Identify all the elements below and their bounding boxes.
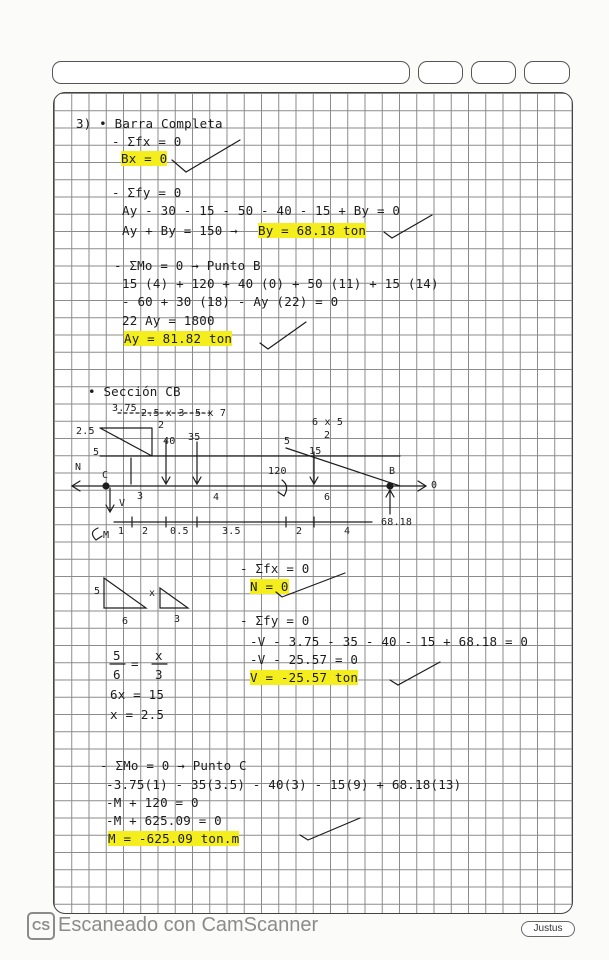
part1-mo-line3: 22 Ay = 1800 (122, 313, 215, 328)
load-triangle-label: 2.5 x 3 (141, 408, 185, 419)
load-5x7-label: 5 x 7 (195, 408, 227, 419)
part1-by-result: By = 68.18 ton (258, 223, 367, 238)
load-375-label: 3.75 (112, 403, 137, 414)
part2-fy-equation2: -V - 25.57 = 0 (250, 652, 359, 667)
point-c-label: C (102, 470, 109, 481)
part1-ay-result: Ay = 81.82 ton (124, 331, 233, 346)
load-arrow-35 (193, 442, 201, 484)
moment-m-label: M (103, 530, 110, 541)
camscanner-logo-icon: CS (27, 912, 55, 940)
frac-3: 3 (155, 667, 163, 682)
reaction-arrow (386, 490, 394, 514)
similar-triangle-large (104, 578, 146, 608)
segment-6-label: 6 (324, 492, 331, 503)
frac-5: 5 (113, 648, 121, 663)
section-title: • Sección CB (88, 384, 181, 399)
check-mark-icon (276, 573, 345, 597)
eq-x: x = 2.5 (110, 707, 165, 722)
camscanner-watermark: Escaneado con CamScanner (58, 914, 319, 936)
load-outline (100, 428, 400, 456)
check-mark-icon (384, 215, 432, 238)
eq-6x: 6x = 15 (110, 687, 165, 702)
part2-sum-fx: - Σfx = 0 (240, 561, 310, 576)
dim-2: 2 (142, 526, 149, 537)
segment-3-label: 3 (137, 491, 144, 502)
frac-6: 6 (113, 667, 121, 682)
frac-equals: = (131, 656, 139, 671)
part3-sum-mo: - ΣMo = 0 → Punto C (100, 758, 247, 773)
shear-v-label: V (119, 498, 126, 509)
dim-3-5: 3.5 (222, 526, 241, 537)
shear-arrow (106, 488, 114, 512)
part1-fy-equation: Ay - 30 - 15 - 50 - 40 - 15 + By = 0 (122, 203, 401, 218)
part1-heading: 3) • Barra Completa (76, 116, 223, 131)
part1-bx-result: Bx = 0 (121, 151, 168, 166)
sim-tri-3: 3 (174, 614, 181, 625)
reaction-label: 68.18 (381, 517, 413, 528)
load-triangle-denominator: 2 (158, 420, 165, 431)
dim-0-5: 0.5 (170, 526, 189, 537)
part1-sum-mo: - ΣMo = 0 → Punto B (114, 258, 261, 273)
dim-2b: 2 (296, 526, 303, 537)
point-0-label: 0 (431, 480, 438, 491)
moment-120-label: 120 (268, 466, 287, 477)
moment-arc-icon (278, 480, 287, 496)
part2-v-result: V = -25.57 ton (250, 670, 359, 685)
part1-fy-sum: Ay + By = 150 → (122, 223, 238, 238)
node-c (103, 483, 109, 489)
check-mark-icon (172, 140, 240, 172)
left-height-label: 2.5 (76, 426, 95, 437)
part3-m-result: M = -625.09 ton.m (108, 831, 240, 846)
dim-1: 1 (118, 526, 125, 537)
dim-4: 4 (344, 526, 351, 537)
part3-mo-line1: -3.75(1) - 35(3.5) - 40(3) - 15(9) + 68.18(13) (106, 777, 462, 792)
load-arrow-40 (162, 440, 170, 484)
part1-mo-line2: - 60 + 30 (18) - Ay (22) = 0 (122, 294, 339, 309)
part1-sum-fx: - Σfx = 0 (112, 134, 182, 149)
part1-mo-line1: 15 (4) + 120 + 40 (0) + 50 (11) + 15 (14) (122, 276, 439, 291)
load-slope-right (286, 448, 400, 486)
moment-m-arc-icon (92, 528, 102, 540)
brand-badge: Justus (521, 921, 575, 937)
similar-triangle-small (160, 588, 188, 608)
check-mark-icon (390, 662, 440, 685)
triangle-6x5-label: 6 x 5 (312, 417, 344, 428)
sim-tri-x: x (149, 588, 156, 599)
right-5-label: 5 (284, 436, 291, 447)
check-mark-icon (300, 818, 360, 840)
left-5-label: 5 (93, 447, 100, 458)
check-mark-icon (260, 322, 306, 349)
point-load-35: 35 (188, 432, 201, 443)
part2-fy-equation: -V - 3.75 - 35 - 40 - 15 + 68.18 = 0 (250, 634, 529, 649)
sim-tri-5: 5 (94, 586, 101, 597)
point-load-15: 15 (309, 446, 322, 457)
point-b-label: B (389, 466, 396, 477)
part1-sum-fy: - Σfy = 0 (112, 185, 182, 200)
axis-n-label: N (75, 462, 82, 473)
node-b (387, 483, 393, 489)
frac-x: x (155, 648, 163, 663)
point-load-40: 40 (163, 436, 176, 447)
part2-n-result: N = 0 (250, 579, 289, 594)
triangle-6x5-denominator: 2 (324, 430, 331, 441)
segment-4-label: 4 (213, 492, 220, 503)
part2-sum-fy: - Σfy = 0 (240, 613, 310, 628)
sim-tri-6: 6 (122, 616, 129, 627)
part3-mo-line2: -M + 120 = 0 (106, 795, 199, 810)
part3-mo-line3: -M + 625.09 = 0 (106, 813, 222, 828)
